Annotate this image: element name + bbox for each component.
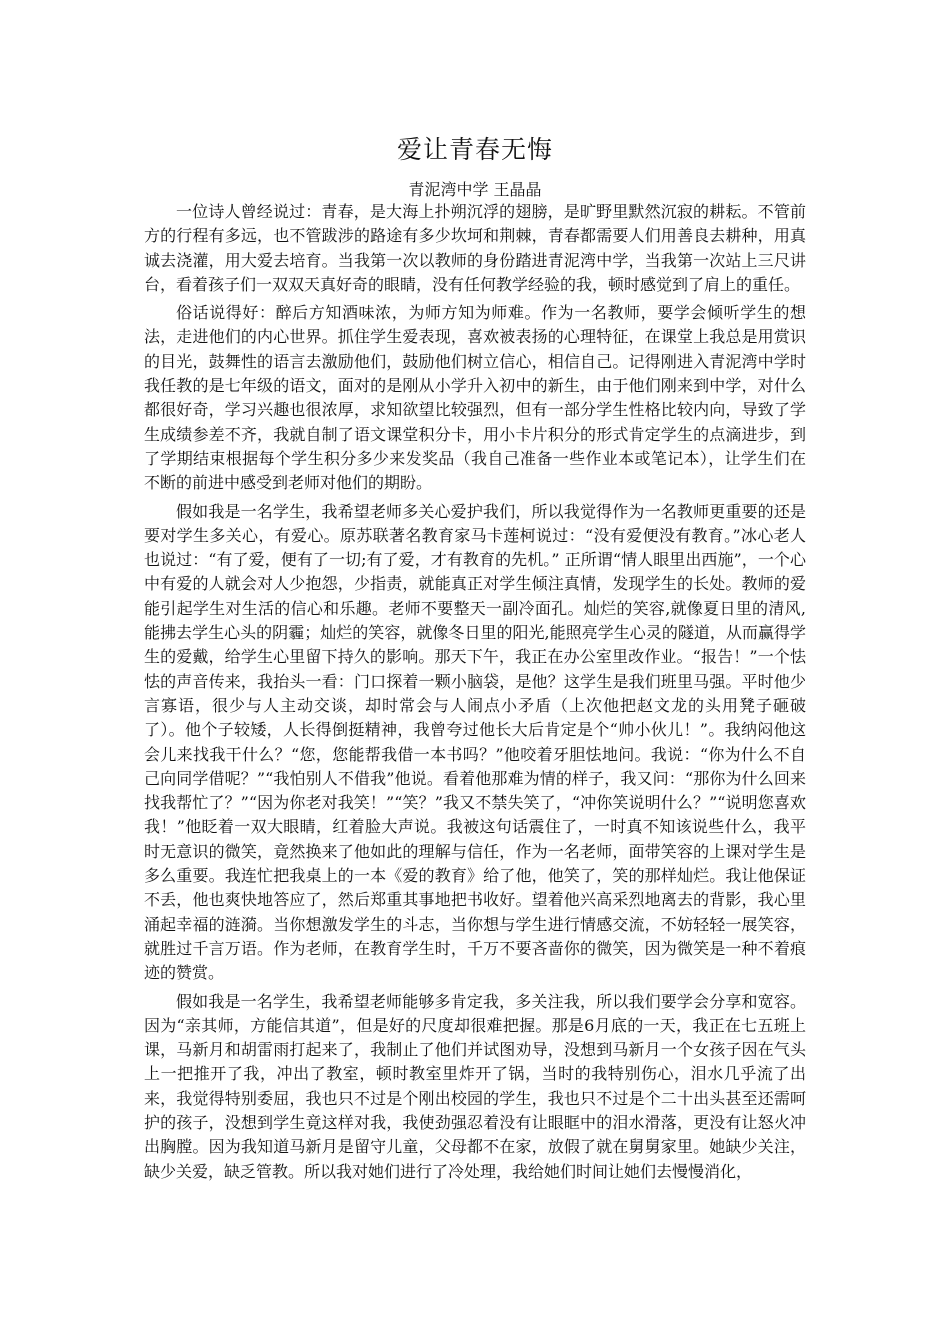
paragraph: 一位诗人曾经说过：青春，是大海上扑朔沉浮的翅膀，是旷野里默然沉寂的耕耘。不管前方的行程有多远，也不管跋涉的路途有多少坎坷和荆棘，青春都需要人们用善良去耕种，用真诚去浇灌，用大爱去培育。当我第一次以教师的身份踏进青泥湾中学，当我第一次站上三尺讲台，看着孩子们一双双天真好奇的眼睛，没有任何教学经验的我，顿时感觉到了肩上的重任。 (144, 202, 806, 294)
paragraph: 俗话说得好：醉后方知酒味浓，为师方知为师难。作为一名教师，要学会倾听学生的想法，走进他们的内心世界。抓住学生爱表现，喜欢被表扬的心理特征，在课堂上我总是用赏识的目光，鼓舞性的语言去激励他们，鼓励他们树立信心，相信自己。记得刚进入青泥湾中学时我任教的是七年级的语文，面对的是刚从小学升入初中的新生，由于他们刚来到中学，对什么都很好奇，学习兴趣也很浓厚，求知欲望比较强烈，但有一部分学生性格比较内向，导致了学生成绩参差不齐，我就自制了语文课堂积分卡，用小卡片积分的形式肯定学生的点滴进步，到了学期结束根据每个学生积分多少来发奖品（我自己准备一些作业本或笔记本），让学生们在不断的前进中感受到老师对他们的期盼。 (144, 303, 806, 493)
paragraph: 假如我是一名学生，我希望老师多关心爱护我们，所以我觉得作为一名教师更重要的还是要对学生多关心，有爱心。原苏联著名教育家马卡莲柯说过：“没有爱便没有教育。”冰心老人也说过：“有了爱，便有了一切;有了爱，才有教育的先机。” 正所谓“情人眼里出西施”，一个心中有爱的人就会对人少抱怨，少指责，就能真正对学生倾注真情，发现学生的长处。教师的爱能引起学生对生活的信心和乐趣。老师不要整天一副冷面孔。灿烂的笑容,就像夏日里的清风,能拂去学生心头的阴霾；灿烂的笑容，就像冬日里的阳光,能照亮学生心灵的隧道，从而赢得学生的爱戴，给学生心里留下持久的影响。那天下午，我正在办公室里改作业。“报告！”一个怯怯的声音传来，我抬头一看：门口探着一颗小脑袋，是他？这学生是我们班里马强。平时他少言寡语，很少与人主动交谈，却时常会与人闹点小矛盾（上次他把赵文龙的头用凳子砸破了）。他个子较矮，人长得倒挺精神，我曾夸过他长大后肯定是个“帅小伙儿！”。我纳闷他这会儿来找我干什么？“您，您能帮我借一本书吗？”他咬着牙胆怯地问。我说：“你为什么不自己向同学借呢？”“我怕别人不借我”他说。看着他那难为情的样子，我又问：“那你为什么回来找我帮忙了？”“因为你老对我笑！”“笑？”我又不禁失笑了，“冲你笑说明什么？”“说明您喜欢我！”他眨着一双大眼睛，红着脸大声说。我被这句话震住了，一时真不知该说些什么，我平时无意识的微笑，竟然换来了他如此的理解与信任，作为一名老师，面带笑容的上课对学生是多么重要。我连忙把我桌上的一本《爱的教育》给了他，他笑了，笑的那样灿烂。我让他保证不丢，他也爽快地答应了，然后郑重其事地把书收好。望着他兴高采烈地离去的背影，我心里涌起幸福的涟漪。当你想激发学生的斗志，当你想与学生进行情感交流，不妨轻轻一展笑容，就胜过千言万语。作为老师，在教育学生时，千万不要吝啬你的微笑，因为微笑是一种不着痕迹的赞赏。 (144, 501, 806, 983)
author-line: 青泥湾中学 王晶晶 (408, 180, 542, 199)
document-title: 爱让青春无悔 (396, 135, 553, 164)
document-body (144, 200, 806, 1184)
paragraph: 假如我是一名学生，我希望老师能够多肯定我，多关注我，所以我们要学会分享和宽容。因为“亲其师，方能信其道”，但是好的尺度却很难把握。那是6月底的一天，我正在七五班上课，马新月和胡雷雨打起来了，我制止了他们并试图劝导，没想到马新月一个女孩子因在气头上一把推开了我，冲出了教室，顿时教室里炸开了锅，当时的我特别伤心，泪水几乎流了出来，我觉得特别委屈，我也只不过是个刚出校园的学生，我也只不过是个二十出头甚至还需呵护的孩子，没想到学生竟这样对我，我使劲强忍着没有让眼眶中的泪水滑落，更没有让怒火冲出胸膛。因为我知道马新月是留守儿童，父母都不在家，放假了就在舅舅家里。她缺少关注，缺少关爱，缺乏管教。所以我对她们进行了冷处理，我给她们时间让她们去慢慢消化， (144, 991, 806, 1181)
